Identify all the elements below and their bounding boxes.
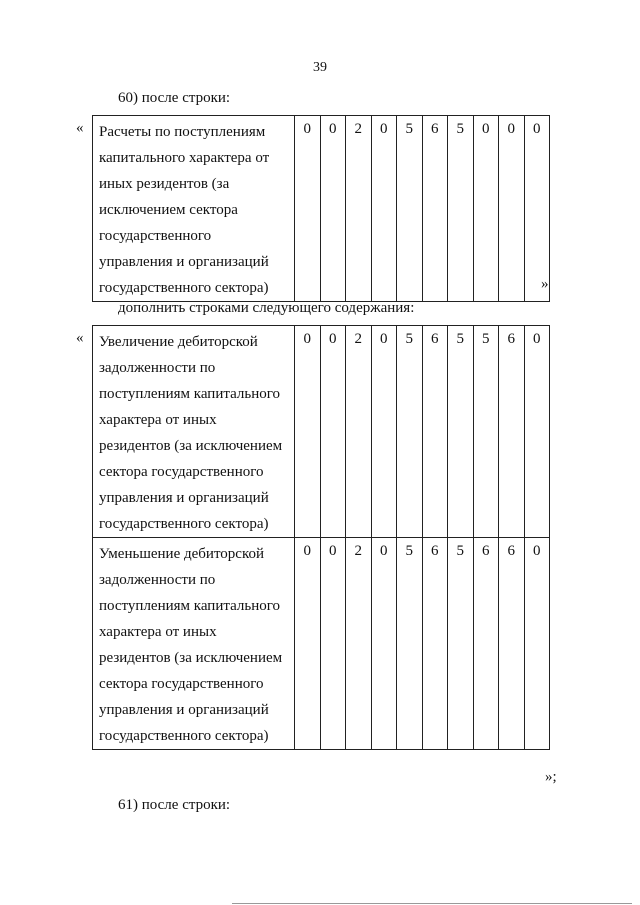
code-digit: 2 — [346, 116, 372, 302]
existing-row-body — [93, 116, 550, 302]
code-digit: 0 — [295, 538, 321, 750]
code-digit: 6 — [422, 538, 448, 750]
close-quote-1: » — [541, 276, 549, 292]
table-row — [93, 538, 550, 750]
code-digit: 0 — [499, 116, 525, 302]
code-digit: 0 — [320, 326, 346, 538]
code-digit: 6 — [473, 538, 499, 750]
code-digit: 6 — [422, 116, 448, 302]
open-quote-1: « — [76, 120, 84, 136]
code-digit: 0 — [524, 538, 550, 750]
row-description: Увеличение дебиторской задолженности по поступлениям капитального характера от иных резидентов (за исключением сектора государственного управления и организаций государственного сектора) — [93, 326, 295, 538]
code-digit: 0 — [371, 538, 397, 750]
code-digit: 6 — [422, 326, 448, 538]
code-digit: 5 — [397, 116, 423, 302]
close-quote-2: »; — [545, 769, 557, 785]
row-description: Расчеты по поступлениям капитального характера от иных резидентов (за исключением сектора государственного управления и организаций государственного сектора) — [93, 116, 295, 302]
code-digit: 0 — [371, 326, 397, 538]
code-digit: 0 — [320, 116, 346, 302]
code-digit: 5 — [448, 538, 474, 750]
code-digit: 0 — [473, 116, 499, 302]
code-digit: 0 — [295, 326, 321, 538]
code-digit: 0 — [371, 116, 397, 302]
code-digit: 5 — [448, 326, 474, 538]
code-digit: 6 — [499, 326, 525, 538]
new-rows-body — [93, 326, 550, 750]
existing-row-table — [92, 115, 550, 302]
bottom-rule — [232, 903, 632, 904]
new-rows-table — [92, 325, 550, 750]
code-digit: 5 — [397, 326, 423, 538]
code-digit: 5 — [473, 326, 499, 538]
code-digit: 0 — [524, 116, 550, 302]
code-digit: 2 — [346, 326, 372, 538]
addition-text: дополнить строками следующего содержания: — [118, 300, 415, 316]
row-description: Уменьшение дебиторской задолженности по поступлениям капитального характера от иных резидентов (за исключением сектора государственного управления и организаций государственного сектора) — [93, 538, 295, 750]
code-digit: 2 — [346, 538, 372, 750]
code-digit: 0 — [295, 116, 321, 302]
code-digit: 5 — [448, 116, 474, 302]
table-row — [93, 326, 550, 538]
table-row — [93, 116, 550, 302]
code-digit: 5 — [397, 538, 423, 750]
item-61-intro: 61) после строки: — [118, 797, 231, 813]
code-digit: 0 — [524, 326, 550, 538]
item-60-intro: 60) после строки: — [118, 90, 231, 106]
code-digit: 6 — [499, 538, 525, 750]
open-quote-2: « — [76, 330, 84, 346]
page-number: 39 — [313, 60, 327, 75]
code-digit: 0 — [320, 538, 346, 750]
